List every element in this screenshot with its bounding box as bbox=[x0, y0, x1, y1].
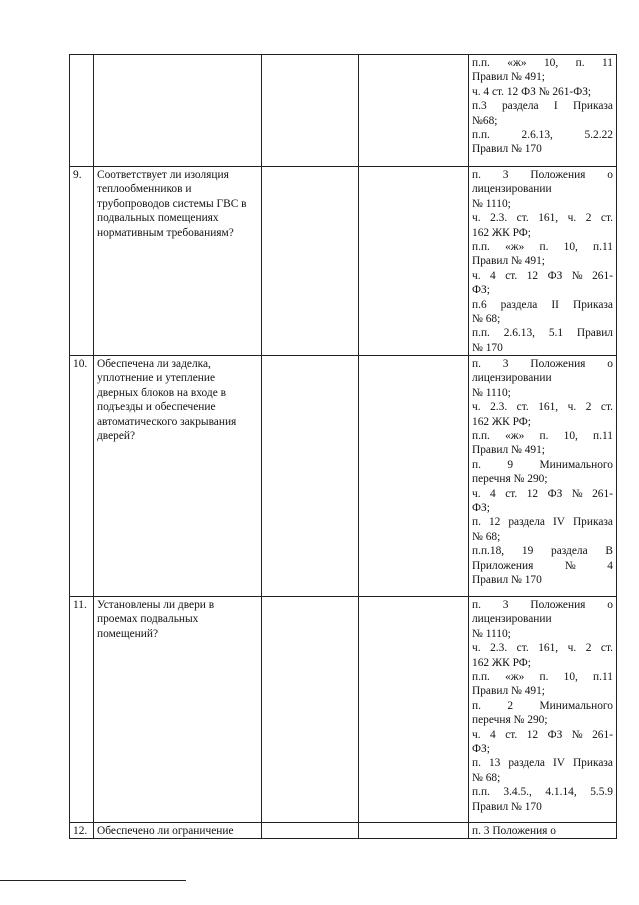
item-number: 12. bbox=[70, 823, 94, 839]
answer-cell bbox=[262, 823, 359, 839]
reference-line: п. 3 Положения о bbox=[472, 169, 613, 181]
reference-line: п. 12 раздела IV Приказа bbox=[472, 516, 613, 529]
table-row bbox=[70, 823, 617, 839]
reference-line: ФЗ; bbox=[472, 284, 490, 297]
reference-line: ФЗ; bbox=[472, 742, 490, 755]
checklist-table-body bbox=[70, 55, 617, 839]
reference-line: № 170 bbox=[472, 341, 503, 354]
checklist-table bbox=[69, 54, 617, 839]
reference-line: 162 ЖК РФ; bbox=[472, 656, 531, 669]
reference-line: Правил № 170 bbox=[472, 800, 542, 813]
table-row bbox=[70, 356, 617, 597]
legal-references-cell bbox=[469, 823, 617, 839]
note-cell bbox=[359, 167, 469, 356]
item-number: 10. bbox=[70, 356, 94, 597]
reference-line: ч. 4 ст. 12 ФЗ № 261- bbox=[472, 728, 613, 741]
reference-line: ч. 2.3. ст. 161, ч. 2 ст. bbox=[472, 642, 613, 655]
question-cell bbox=[94, 167, 262, 356]
reference-line: п.п.18, 19 раздела В bbox=[472, 545, 613, 558]
reference-line: п.п. «ж» п. 10, п.11 bbox=[472, 671, 613, 684]
reference-line: ч. 4 ст. 12 ФЗ № 261-ФЗ; bbox=[472, 85, 592, 98]
reference-line: № 1110; bbox=[472, 627, 511, 640]
reference-line: п.п. 2.6.13, 5.2.22 bbox=[472, 128, 613, 141]
item-number: 11. bbox=[70, 597, 94, 823]
reference-line: п. 13 раздела IV Приказа bbox=[472, 757, 613, 770]
reference-line: ч. 4 ст. 12 ФЗ № 261- bbox=[472, 269, 613, 282]
legal-references-cell bbox=[469, 55, 617, 167]
reference-line: Приложения № 4 bbox=[472, 559, 613, 572]
reference-line: п.п. «ж» п. 10, п.11 bbox=[472, 430, 613, 443]
reference-line: ч. 2.3. ст. 161, ч. 2 ст. bbox=[472, 401, 613, 414]
reference-line: Правил № 491; bbox=[472, 685, 545, 698]
legal-references-cell bbox=[469, 597, 617, 823]
reference-line: перечня № 290; bbox=[472, 714, 548, 727]
item-number: 9. bbox=[70, 167, 94, 356]
reference-line: п.п. «ж» 10, п. 11 bbox=[472, 57, 613, 69]
question-cell bbox=[94, 55, 262, 167]
reference-line: № 68; bbox=[472, 771, 501, 784]
reference-line: перечня № 290; bbox=[472, 473, 548, 486]
reference-line: лицензировании bbox=[472, 183, 552, 196]
answer-cell bbox=[262, 356, 359, 597]
reference-line: п. 9 Минимального bbox=[472, 458, 613, 471]
answer-cell bbox=[262, 167, 359, 356]
question-text: Обеспечена ли заделка, уплотнение и утепление дверных блоков на входе в подъезды и обеспечение автоматического закрывания дверей? bbox=[97, 358, 237, 443]
reference-line: п. 3 Положения о bbox=[472, 825, 556, 838]
note-cell bbox=[359, 55, 469, 167]
answer-cell bbox=[262, 55, 359, 167]
item-number bbox=[70, 55, 94, 167]
reference-line: п. 2 Минимального bbox=[472, 699, 613, 712]
reference-line: ФЗ; bbox=[472, 501, 490, 514]
question-cell bbox=[94, 356, 262, 597]
footnote-separator-line bbox=[0, 880, 186, 881]
reference-line: Правил № 491; bbox=[472, 71, 545, 84]
reference-line: Правил № 170 bbox=[472, 573, 542, 586]
reference-line: п.6 раздела II Приказа bbox=[472, 298, 613, 311]
reference-line: Правил № 491; bbox=[472, 255, 545, 268]
reference-line: № 1110; bbox=[472, 386, 511, 399]
reference-line: ч. 2.3. ст. 161, ч. 2 ст. bbox=[472, 212, 613, 225]
note-cell bbox=[359, 823, 469, 839]
reference-line: п.3 раздела I Приказа bbox=[472, 100, 613, 113]
reference-line: п. 3 Положения о bbox=[472, 599, 613, 612]
legal-references-cell bbox=[469, 356, 617, 597]
reference-line: лицензировании bbox=[472, 613, 552, 626]
reference-line: 162 ЖК РФ; bbox=[472, 415, 531, 428]
question-cell bbox=[94, 597, 262, 823]
reference-line: № 68; bbox=[472, 530, 501, 543]
note-cell bbox=[359, 356, 469, 597]
table-row bbox=[70, 597, 617, 823]
reference-line: № 1110; bbox=[472, 197, 511, 210]
reference-line: п.п. «ж» п. 10, п.11 bbox=[472, 240, 613, 253]
reference-line: ч. 4 ст. 12 ФЗ № 261- bbox=[472, 487, 613, 500]
answer-cell bbox=[262, 597, 359, 823]
reference-line: п. 3 Положения о bbox=[472, 358, 613, 371]
reference-line: лицензировании bbox=[472, 372, 552, 385]
question-text: Установлены ли двери в проемах подвальных помещений? bbox=[97, 599, 215, 640]
note-cell bbox=[359, 597, 469, 823]
reference-line: п.п. 3.4.5., 4.1.14, 5.5.9 bbox=[472, 786, 613, 799]
reference-line: Правил № 170 bbox=[472, 143, 542, 156]
reference-line: п.п. 2.6.13, 5.1 Правил bbox=[472, 327, 613, 340]
table-row bbox=[70, 167, 617, 356]
reference-line: 162 ЖК РФ; bbox=[472, 226, 531, 239]
legal-references-cell bbox=[469, 167, 617, 356]
reference-line: Правил № 491; bbox=[472, 444, 545, 457]
question-text: Обеспечено ли ограничение bbox=[97, 825, 234, 838]
question-text: Соответствует ли изоляция теплообменников и трубопроводов системы ГВС в подвальных помещениях нормативным требованиям? bbox=[97, 169, 247, 239]
reference-line: №68; bbox=[472, 114, 498, 127]
reference-line: № 68; bbox=[472, 312, 501, 325]
table-row bbox=[70, 55, 617, 167]
question-cell bbox=[94, 823, 262, 839]
